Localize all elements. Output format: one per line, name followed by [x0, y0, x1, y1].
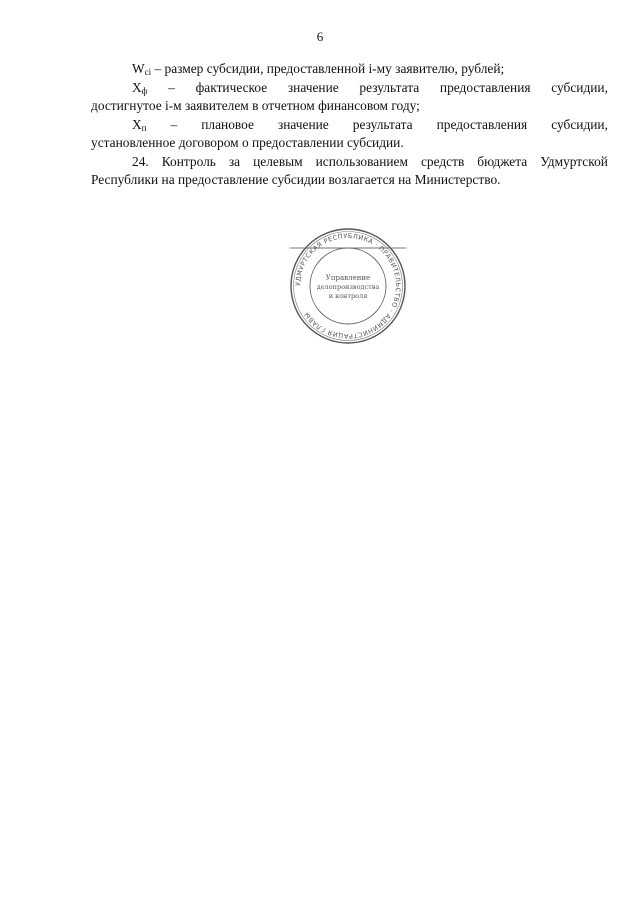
- xp-word: значение: [277, 116, 329, 132]
- page-number: 6: [316, 29, 324, 44]
- xf-word: –: [168, 79, 175, 95]
- seal-center-line-3: и контроля: [328, 292, 368, 300]
- p24-word: за: [228, 153, 241, 169]
- xp-line-1: [91, 116, 608, 135]
- paragraph-xf-definition: [91, 79, 608, 116]
- p24-word: Контроль: [161, 153, 216, 169]
- seal-center-line-1: Управление: [325, 274, 371, 282]
- xf-line-2: достигнутое i-м заявителем в отчетном финансовом году;: [91, 98, 420, 113]
- w-definition-text: – размер субсидии, предоставленной i-му заявителю, рублей;: [151, 61, 505, 76]
- p24-line-2: Республики на предоставление субсидии возлагается на Министерство.: [91, 172, 501, 187]
- symbol-w-subscript: ci: [144, 67, 152, 77]
- xp-word: предоставления: [436, 116, 528, 132]
- document-body: [91, 60, 608, 190]
- seal-stamp-icon: [288, 226, 408, 346]
- xp-word: результата: [352, 116, 413, 132]
- xp-word: плановое: [201, 116, 254, 132]
- p24-word: целевым: [253, 153, 303, 169]
- xp-line-2: установленное договором о предоставлении субсидии.: [91, 135, 404, 150]
- symbol-xf: $X_ф$: [132, 79, 148, 96]
- p24-line-1: [91, 153, 608, 172]
- p24-word: средств: [420, 153, 465, 169]
- xf-line-1: [91, 79, 608, 98]
- paragraph-24: [91, 153, 608, 190]
- p24-word: использованием: [315, 153, 408, 169]
- seal-ring-text: УДМУРТСКАЯ РЕСПУБЛИКА · ПРАВИТЕЛЬСТВО · АДМИНИСТРАЦИЯ ГЛАВЫ: [293, 231, 403, 341]
- paragraph-w-definition: [91, 60, 608, 79]
- xf-word: результата: [359, 79, 420, 95]
- symbol-xp: $X_п$: [132, 116, 147, 133]
- symbol-w: W: [132, 61, 145, 76]
- paragraph-xp-definition: [91, 116, 608, 153]
- xf-word: субсидии,: [551, 79, 608, 95]
- xf-word: предоставления: [439, 79, 531, 95]
- p24-word: бюджета: [477, 153, 528, 169]
- xp-word: –: [170, 116, 178, 132]
- xf-word: фактическое: [195, 79, 268, 95]
- p24-word: 24.: [132, 153, 149, 169]
- xp-word: субсидии,: [551, 116, 608, 132]
- p24-word: Удмуртской: [540, 153, 608, 169]
- official-seal: [288, 226, 408, 346]
- xf-word: значение: [287, 79, 339, 95]
- seal-center-line-2: делопроизводства: [316, 283, 380, 291]
